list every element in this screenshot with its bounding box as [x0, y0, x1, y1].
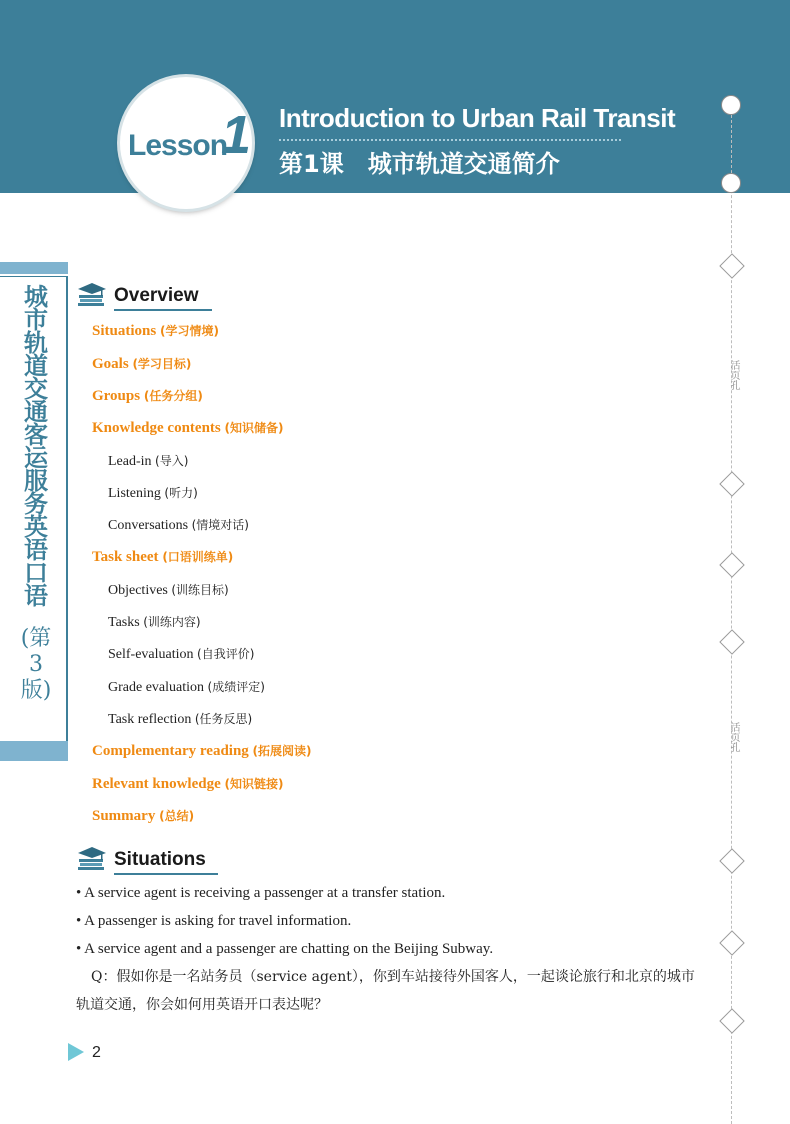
binding-hole-label: 活页孔: [728, 360, 739, 390]
binding-hole-diamond: [719, 848, 744, 873]
binding-hole-round: [721, 95, 741, 115]
overview-subitem: Tasks (训练内容): [108, 615, 201, 630]
overview-subitem: Self-evaluation (自我评价): [108, 647, 255, 662]
page-number: 2: [92, 1044, 101, 1061]
overview-subitem: Listening (听力): [108, 486, 198, 501]
situation-question: Q：假如你是一名站务员（service agent），你到车站接待外国客人，一起谈论旅行和北京的城市轨道交通，你会如何用英语开口表达呢？: [76, 969, 695, 1013]
situation-bullet: • A service agent is receiving a passenger at a transfer station.: [76, 885, 446, 901]
lesson-title-en: Introduction to Urban Rail Transit: [279, 103, 676, 133]
lesson-label: Lesson: [128, 129, 228, 162]
overview-item: Goals (学习目标): [92, 356, 192, 372]
graduation-cap-icon: [76, 845, 108, 875]
overview-heading: [76, 281, 216, 311]
graduation-cap-icon: [76, 281, 108, 311]
situation-bullet: • A service agent and a passenger are chatting on the Beijing Subway.: [76, 941, 494, 957]
overview-subitem: Lead-in (导入): [108, 454, 189, 469]
overview-subitem: Conversations (情境对话): [108, 518, 249, 533]
binding-hole-diamond: [719, 471, 744, 496]
situation-bullet: • A passenger is asking for travel information.: [76, 913, 352, 929]
heading-underline: [114, 873, 218, 875]
title-divider: [279, 139, 621, 141]
side-accent-bar: [0, 741, 68, 761]
overview-item: Summary (总结): [92, 808, 195, 824]
binding-hole-round: [721, 173, 741, 193]
overview-item: Task sheet (口语训练单): [92, 549, 234, 565]
heading-underline: [114, 309, 212, 311]
binding-hole-label: 活页孔: [728, 722, 739, 752]
overview-subitem: Grade evaluation (成绩评定): [108, 680, 265, 695]
overview-subitem: Objectives (训练目标): [108, 583, 229, 598]
lesson-number: 1: [221, 105, 252, 165]
overview-item: Knowledge contents (知识储备): [92, 420, 284, 436]
overview-title: Overview: [114, 285, 199, 306]
overview-item: Groups (任务分组): [92, 388, 203, 404]
binding-hole-diamond: [719, 930, 744, 955]
overview-item: Complementary reading (拓展阅读): [92, 743, 312, 759]
overview-item: Relevant knowledge (知识链接): [92, 776, 284, 792]
overview-subitem: Task reflection (任务反思): [108, 712, 253, 727]
lesson-title-cn: 第1课 城市轨道交通简介: [279, 150, 560, 178]
situations-title: Situations: [114, 849, 206, 870]
page-marker-triangle: [68, 1043, 84, 1061]
binding-hole-diamond: [719, 1008, 744, 1033]
binding-hole-diamond: [719, 552, 744, 577]
situations-heading: [76, 845, 226, 875]
binding-hole-diamond: [719, 253, 744, 278]
book-title-vertical: 城市轨道交通客运服务英语口语: [24, 283, 48, 610]
side-accent-bar: [0, 262, 68, 274]
overview-item: Situations (学习情境): [92, 323, 219, 339]
binding-hole-diamond: [719, 629, 744, 654]
book-edition: (第3版): [20, 626, 52, 703]
